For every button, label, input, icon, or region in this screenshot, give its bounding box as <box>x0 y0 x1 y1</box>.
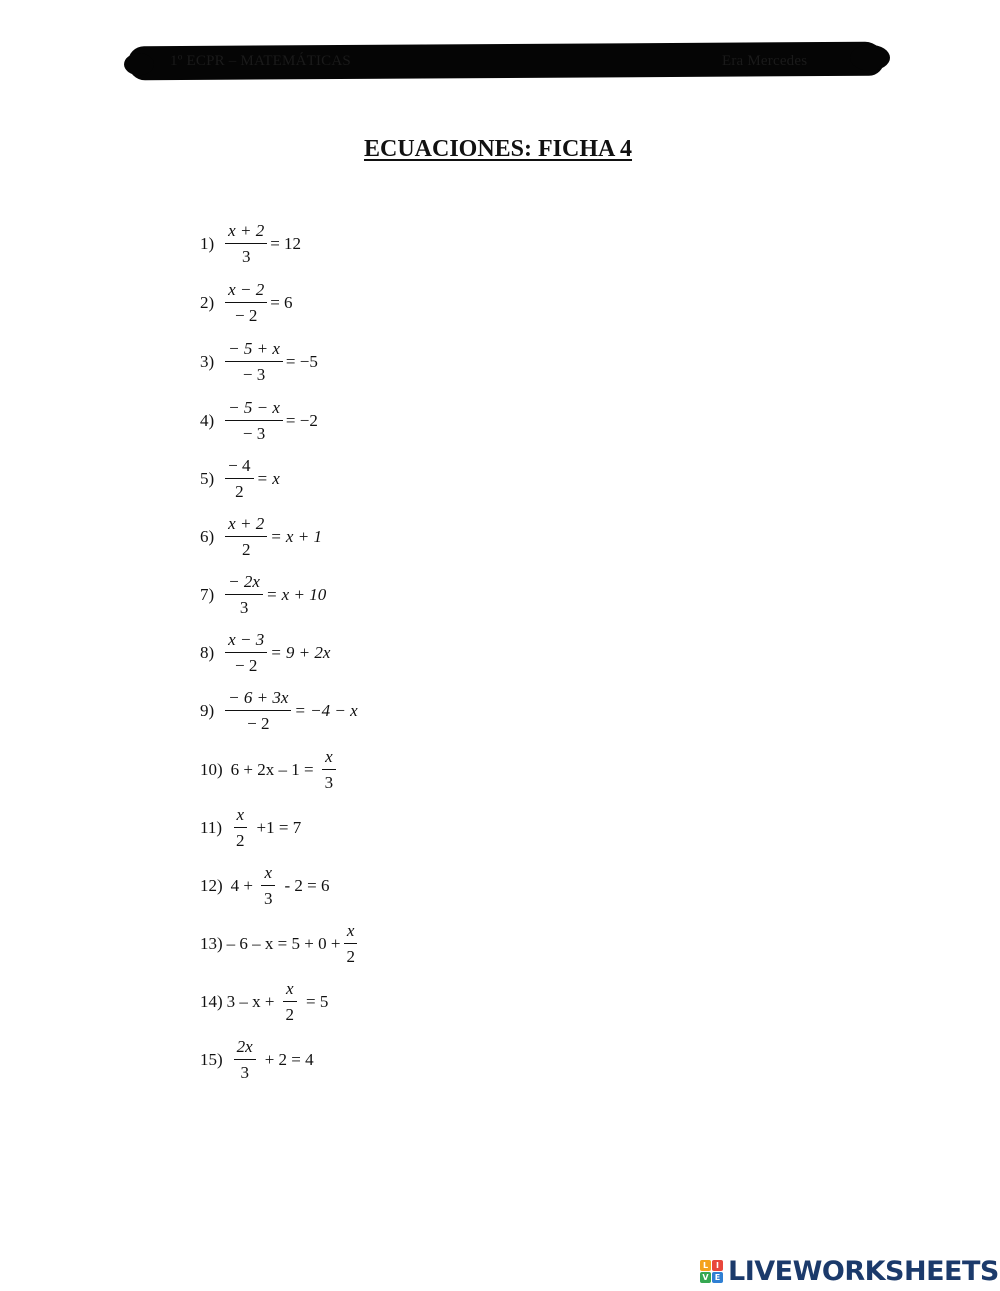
equation-11 <box>200 806 301 849</box>
page-title: ECUACIONES: FICHA 4 <box>363 136 633 162</box>
denominator: 3 <box>241 247 251 266</box>
equation-number: 8) <box>200 643 215 662</box>
equation-rhs: = −2 <box>285 411 318 430</box>
numerator: x + 2 <box>225 515 267 537</box>
header-right-text: Era Mercedes <box>722 53 808 69</box>
equation-number: 10) <box>200 760 223 779</box>
equation-number: 7) <box>200 585 215 604</box>
equation-rhs: = −5 <box>285 352 318 371</box>
fraction <box>234 1038 256 1081</box>
denominator: − 2 <box>235 306 258 325</box>
numerator: − 4 <box>225 457 253 479</box>
equation-lhs: 6 + 2x – 1 = <box>230 760 314 779</box>
denominator: 3 <box>264 889 273 908</box>
numerator: x + 2 <box>225 222 267 244</box>
equation-12 <box>200 864 330 907</box>
numerator: − 5 − x <box>225 399 283 421</box>
equation-rhs: = 6 <box>270 293 293 312</box>
brand-name: LIVEWORKSHEETS <box>728 1256 999 1287</box>
equation-15 <box>200 1038 314 1081</box>
logo-letter: I <box>712 1260 723 1271</box>
equation-10 <box>200 748 339 791</box>
fraction <box>233 806 248 849</box>
fraction <box>225 515 267 558</box>
equation-rhs: + 2 = 4 <box>264 1050 314 1069</box>
numerator: 2x <box>234 1038 256 1060</box>
equation-rhs: = x + 10 <box>265 585 327 604</box>
equation-4 <box>200 399 318 442</box>
equation-rhs: = 9 + 2x <box>270 643 331 662</box>
equation-number: 12) <box>200 876 223 895</box>
denominator: 2 <box>235 482 244 501</box>
denominator: 3 <box>240 1063 249 1082</box>
numerator: − 6 + 3x <box>225 689 291 711</box>
numerator: − 2x <box>225 573 263 595</box>
equation-rhs: - 2 = 6 <box>284 876 330 895</box>
denominator: 3 <box>239 598 249 617</box>
numerator: x <box>234 806 248 828</box>
denominator: − 2 <box>247 714 270 733</box>
numerator: x − 2 <box>225 281 267 303</box>
equation-rhs: = −4 − x <box>294 701 358 720</box>
equation-9 <box>200 689 358 732</box>
equation-1 <box>200 222 301 265</box>
fraction <box>225 399 283 442</box>
liveworksheets-brand <box>700 1256 999 1287</box>
denominator: − 3 <box>242 365 266 384</box>
numerator: x <box>283 980 297 1002</box>
fraction <box>225 222 267 265</box>
fraction <box>261 864 276 907</box>
equation-lhs: – 6 – x = 5 + 0 + <box>226 934 341 953</box>
equation-number: 4) <box>200 411 215 430</box>
fraction <box>283 980 298 1023</box>
numerator: x <box>344 922 358 944</box>
equation-number: 11) <box>200 818 223 837</box>
equation-6 <box>200 515 322 558</box>
fraction <box>225 281 267 324</box>
equation-rhs: = x + 1 <box>270 527 322 546</box>
liveworksheets-logo-icon <box>700 1260 723 1283</box>
denominator: 2 <box>241 540 251 559</box>
denominator: − 3 <box>242 424 266 443</box>
denominator: − 2 <box>235 656 258 675</box>
fraction <box>343 922 358 965</box>
equation-rhs: +1 = 7 <box>256 818 302 837</box>
fraction <box>225 457 253 500</box>
numerator: x − 3 <box>225 631 267 653</box>
denominator: 3 <box>324 773 334 792</box>
logo-letter: V <box>700 1272 711 1283</box>
equation-number: 1) <box>200 234 215 253</box>
denominator: 2 <box>346 947 355 966</box>
equation-3 <box>200 340 318 383</box>
equation-13 <box>200 922 361 965</box>
equation-number: 5) <box>200 469 215 488</box>
fraction <box>225 573 263 616</box>
fraction <box>225 631 267 674</box>
equation-14 <box>200 980 328 1023</box>
equation-number: 14) <box>200 992 223 1011</box>
denominator: 2 <box>236 831 245 850</box>
equation-number: 15) <box>200 1050 223 1069</box>
equation-lhs: 4 + <box>230 876 254 895</box>
numerator: − 5 + x <box>225 340 283 362</box>
equation-rhs: = 12 <box>270 234 302 253</box>
fraction <box>322 748 337 791</box>
fraction <box>225 689 291 732</box>
equation-rhs: = x <box>256 469 280 488</box>
equation-rhs: = 5 <box>306 992 329 1011</box>
numerator: x <box>261 864 275 886</box>
equation-number: 9) <box>200 701 215 720</box>
equation-number: 6) <box>200 527 215 546</box>
fraction <box>225 340 283 383</box>
logo-letter: L <box>700 1260 711 1271</box>
equation-8 <box>200 631 330 674</box>
equation-number: 3) <box>200 352 215 371</box>
denominator: 2 <box>285 1005 295 1024</box>
equation-7 <box>200 573 326 616</box>
logo-letter: E <box>712 1272 723 1283</box>
equation-lhs: 3 – x + <box>226 992 275 1011</box>
equation-number: 2) <box>200 293 215 312</box>
equation-number: 13) <box>200 934 223 953</box>
header-left-text: 1º ECPR – MATEMÁTICAS <box>170 53 351 69</box>
numerator: x <box>322 748 336 770</box>
equation-5 <box>200 457 280 500</box>
equation-2 <box>200 281 293 324</box>
